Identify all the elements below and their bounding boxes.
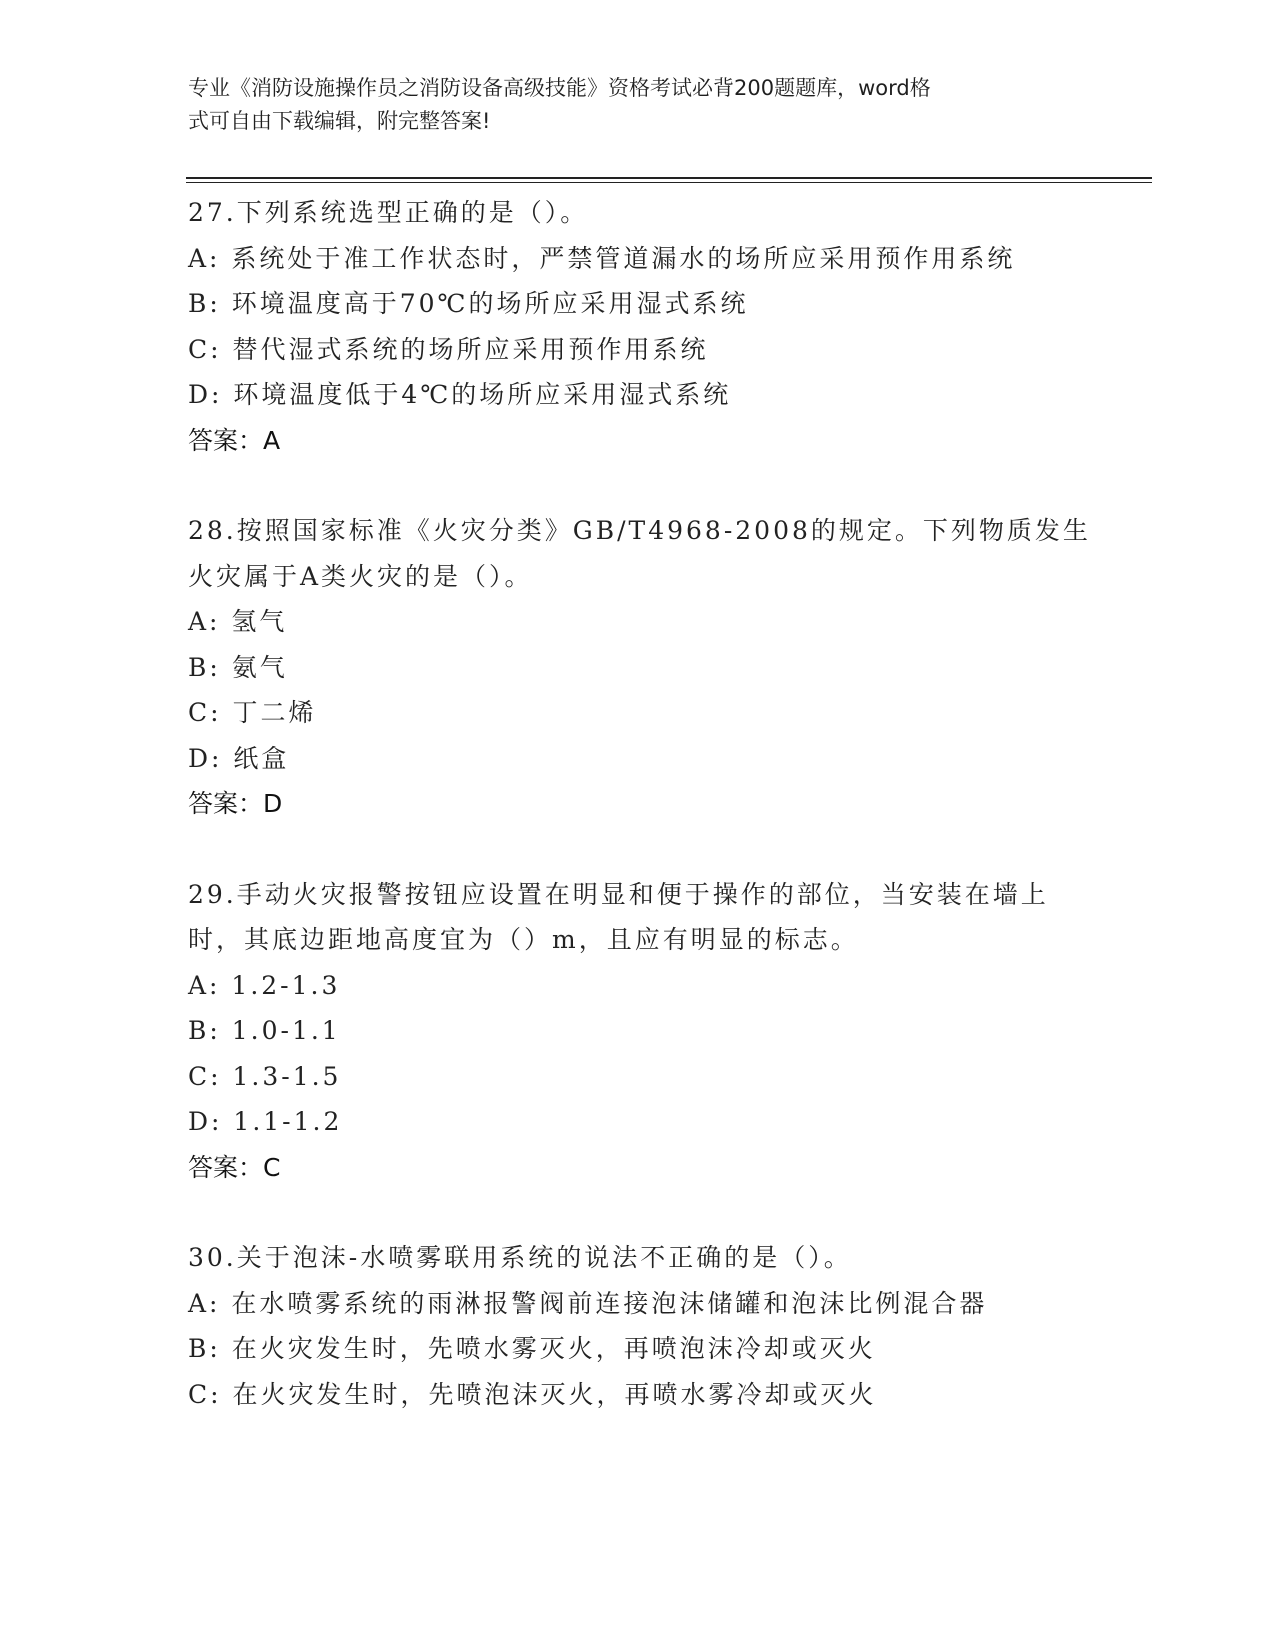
option-d: D: 1.1-1.2 [188,1107,343,1136]
option-b: B: 在火灾发生时，先喷水雾灭火，再喷泡沫冷却或灭火 [188,1334,876,1363]
option-b: B: 环境温度高于70℃的场所应采用湿式系统 [188,289,749,318]
option-c: C: 1.3-1.5 [188,1061,342,1091]
question-stem-continued: 时，其底边距地高度宜为（）m，且应有明显的标志。 [188,925,859,954]
header-divider-thick [186,177,1152,179]
option-a: A: 系统处于准工作状态时，严禁管道漏水的场所应采用预作用系统 [188,243,1016,273]
option-d: D: 环境温度低于4℃的场所应采用湿式系统 [188,380,732,409]
question-stem: 28.按照国家标准《火灾分类》GB/T4968-2008的规定。下列物质发生 [188,516,1091,545]
question-stem-continued: 火灾属于A类火灾的是（）。 [188,561,533,591]
header-divider-thin [186,182,1152,183]
option-a: A: 1.2-1.3 [188,970,341,1000]
header-line-1: 专业《消防设施操作员之消防设备高级技能》资格考试必背200题题库，word格 [188,76,931,100]
answer-label: 答案：C [188,1152,281,1182]
question-stem: 27.下列系统选型正确的是（）。 [188,198,589,227]
option-a: A: 在水喷雾系统的雨淋报警阀前连接泡沫储罐和泡沫比例混合器 [188,1288,988,1318]
option-c: C: 在火灾发生时，先喷泡沫灭火，再喷水雾冷却或灭火 [188,1379,877,1409]
question-29 [188,872,1148,1191]
question-30 [188,1235,1148,1417]
question-stem: 30.关于泡沫-水喷雾联用系统的说法不正确的是（）。 [188,1243,852,1272]
answer-label: 答案：D [188,789,283,818]
option-c: C: 替代湿式系统的场所应采用预作用系统 [188,334,709,364]
option-c: C: 丁二烯 [188,698,317,727]
question-list [188,190,1148,1417]
option-b: B: 氨气 [188,652,288,682]
question-27 [188,190,1148,463]
option-b: B: 1.0-1.1 [188,1016,341,1045]
header-line-2: 式可自由下载编辑，附完整答案! [188,109,491,133]
option-d: D: 纸盒 [188,743,290,773]
answer-label: 答案：A [188,425,281,455]
question-stem: 29.手动火灾报警按钮应设置在明显和便于操作的部位，当安装在墙上 [188,879,1049,909]
option-a: A: 氢气 [188,607,288,636]
question-28 [188,508,1148,827]
document-header [188,72,1068,138]
